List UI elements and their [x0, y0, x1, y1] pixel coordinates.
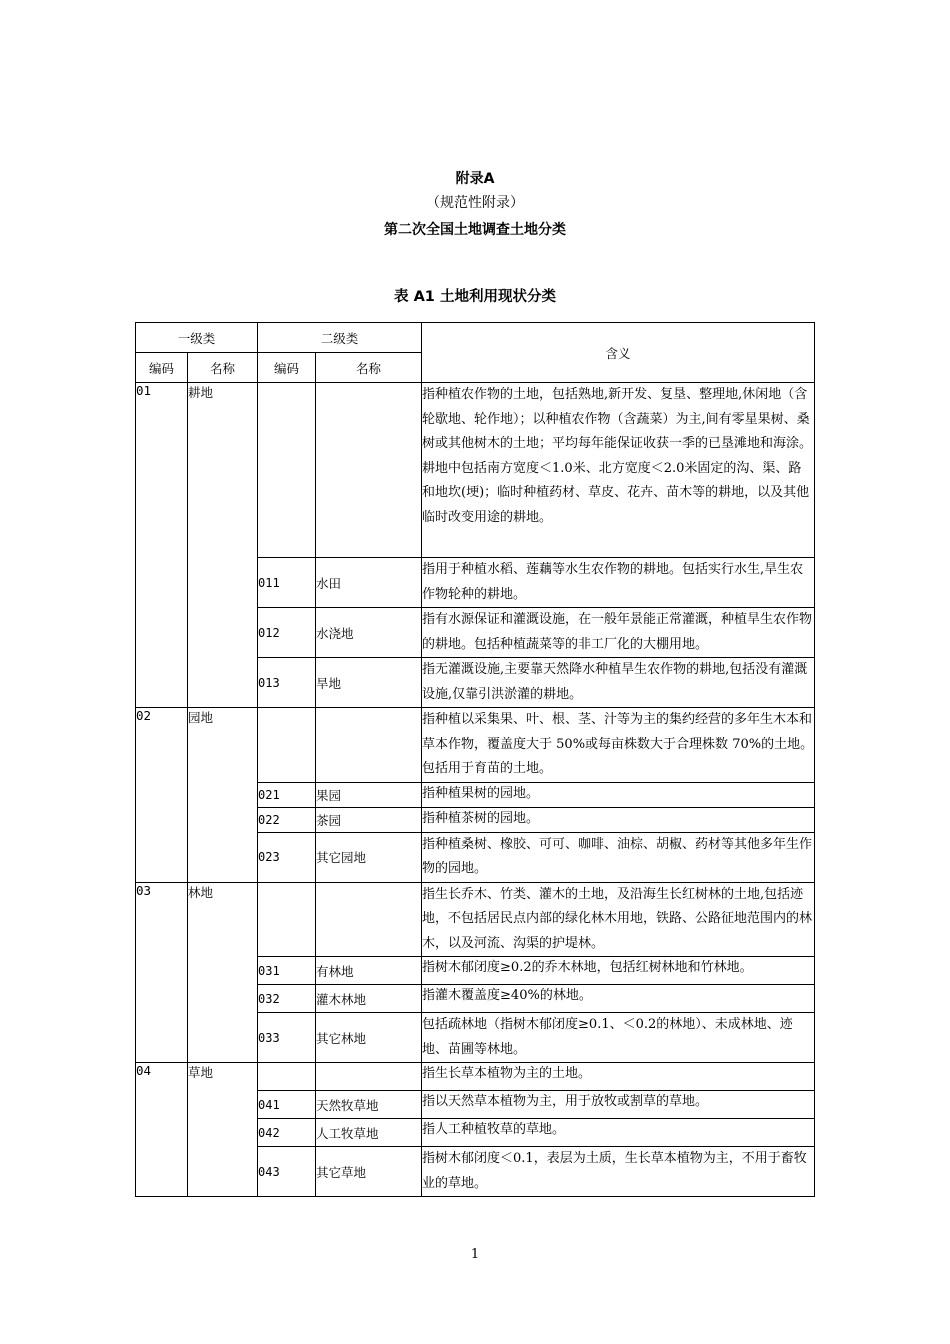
- group-name: 园地: [188, 708, 258, 883]
- group-code: 03: [136, 882, 188, 1063]
- sub-code: 042: [258, 1119, 316, 1147]
- sub-code: 013: [258, 658, 316, 708]
- sub-name: 其它园地: [316, 832, 422, 882]
- sub-name: 茶园: [316, 807, 422, 832]
- sub-name: 灌木林地: [316, 985, 422, 1013]
- group-code: 04: [136, 1063, 188, 1197]
- sub-desc: 指树木郁闭度≥0.2的乔木林地，包括红树林地和竹林地。: [422, 957, 815, 985]
- sub-name: 其它林地: [316, 1013, 422, 1063]
- group-code: 01: [136, 383, 188, 708]
- sub-desc: 指用于种植水稻、莲藕等水生农作物的耕地。包括实行水生,旱生农作物轮种的耕地。: [422, 558, 815, 608]
- sub-code: 011: [258, 558, 316, 608]
- table-row: [136, 383, 815, 558]
- sub-code: 022: [258, 807, 316, 832]
- header-name-1: 名称: [188, 353, 258, 383]
- sub-desc: 指树木郁闭度＜0.1，表层为土质，生长草本植物为主，不用于畜牧业的草地。: [422, 1147, 815, 1197]
- table-row: [136, 708, 815, 783]
- table-title: 表 A1 土地利用现状分类: [394, 289, 556, 305]
- sub-desc: 指有水源保证和灌溉设施，在一般年景能正常灌溉，种植旱生农作物的耕地。包括种植蔬菜等的非工厂化的大棚用地。: [422, 608, 815, 658]
- group-desc: 指生长乔木、竹类、灌木的土地，及沿海生长红树林的土地,包括迹地，不包括居民点内部的绿化林木用地，铁路、公路征地范围内的林木，以及河流、沟渠的护堤林。: [422, 882, 815, 957]
- sub-name: 果园: [316, 782, 422, 807]
- sub-desc: 指以天然草本植物为主，用于放牧或割草的草地。: [422, 1091, 815, 1119]
- sub-code: 043: [258, 1147, 316, 1197]
- sub-name: 有林地: [316, 957, 422, 985]
- sub-code: 031: [258, 957, 316, 985]
- header-code-2: 编码: [258, 353, 316, 383]
- appendix-label: 附录A: [455, 171, 495, 187]
- sub-code: 012: [258, 608, 316, 658]
- group-code: 02: [136, 708, 188, 883]
- header-level1: 一级类: [136, 323, 258, 353]
- group-name: 草地: [188, 1063, 258, 1197]
- group-name: 林地: [188, 882, 258, 1063]
- table-row: [136, 882, 815, 957]
- sub-code: 033: [258, 1013, 316, 1063]
- header-meaning: 含义: [422, 323, 815, 383]
- sub-name: 天然牧草地: [316, 1091, 422, 1119]
- group-name: 耕地: [188, 383, 258, 708]
- sub-code: 032: [258, 985, 316, 1013]
- sub-name: 水浇地: [316, 608, 422, 658]
- header-code-1: 编码: [136, 353, 188, 383]
- group-desc: 指种植以采集果、叶、根、茎、汁等为主的集约经营的多年生木本和草本作物，覆盖度大于 50%或每亩株数大于合理株数 70%的土地。包括用于育苗的土地。: [422, 708, 815, 783]
- group-desc: 指种植农作物的土地，包括熟地,新开发、复垦、整理地,休闲地（含轮歇地、轮作地）；以种植农作物（含蔬菜）为主,间有零星果树、桑树或其他树木的土地；平均每年能保证收获一季的已垦滩地和海涂。耕地中包括南方宽度＜1.0米、北方宽度＜2.0米固定的沟、渠、路和地坎(埂)；临时种植药材、草皮、花卉、苗木等的耕地，以及其他临时改变用途的耕地。: [422, 383, 815, 558]
- land-classification-table: [135, 322, 815, 1197]
- header-level2: 二级类: [258, 323, 422, 353]
- document-title: 第二次全国土地调查土地分类: [384, 222, 566, 238]
- sub-desc: 指人工种植牧草的草地。: [422, 1119, 815, 1147]
- sub-name: 水田: [316, 558, 422, 608]
- group-desc: 指生长草本植物为主的土地。: [422, 1063, 815, 1091]
- appendix-type: （规范性附录）: [426, 195, 524, 211]
- sub-code: 041: [258, 1091, 316, 1119]
- sub-name: 人工牧草地: [316, 1119, 422, 1147]
- sub-desc: 包括疏林地（指树木郁闭度≥0.1、＜0.2的林地）、未成林地、迹地、苗圃等林地。: [422, 1013, 815, 1063]
- sub-code: 023: [258, 832, 316, 882]
- sub-name: 旱地: [316, 658, 422, 708]
- sub-desc: 指种植果树的园地。: [422, 782, 815, 807]
- sub-desc: 指灌木覆盖度≥40%的林地。: [422, 985, 815, 1013]
- sub-desc: 指无灌溉设施,主要靠天然降水种植旱生农作物的耕地,包括没有灌溉设施,仅靠引洪淤灌的耕地。: [422, 658, 815, 708]
- sub-desc: 指种植桑树、橡胶、可可、咖啡、油棕、胡椒、药材等其他多年生作物的园地。: [422, 832, 815, 882]
- sub-name: 其它草地: [316, 1147, 422, 1197]
- table-row: [136, 1063, 815, 1091]
- sub-code: 021: [258, 782, 316, 807]
- header-name-2: 名称: [316, 353, 422, 383]
- sub-desc: 指种植茶树的园地。: [422, 807, 815, 832]
- page-number: 1: [470, 1247, 480, 1262]
